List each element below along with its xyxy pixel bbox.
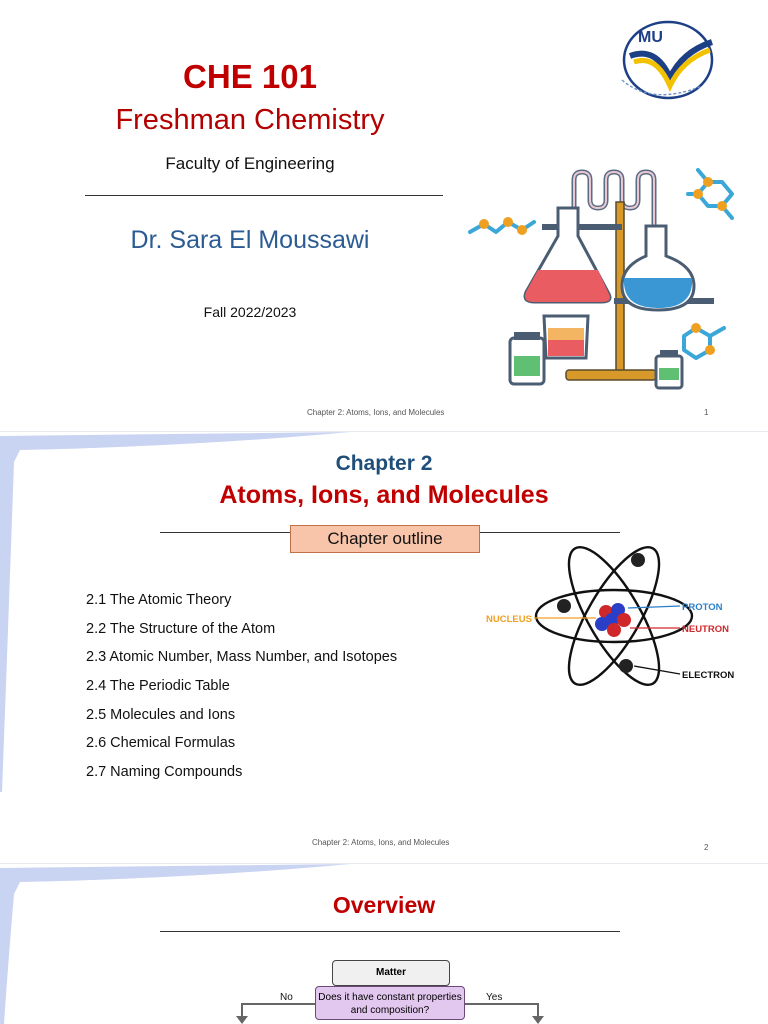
list-item: 2.7 Naming Compounds xyxy=(86,764,243,781)
slide-footer: Chapter 2: Atoms, Ions, and Molecules xyxy=(307,408,445,417)
page-number: 1 xyxy=(704,408,709,417)
chapter-title: Atoms, Ions, and Molecules xyxy=(219,481,549,509)
chemistry-lab-illustration xyxy=(462,160,744,398)
chapter-outline-label: Chapter outline xyxy=(290,525,480,553)
page-number: 2 xyxy=(704,843,709,852)
list-item: 2.4 The Periodic Table xyxy=(86,678,230,695)
flow-node-matter: Matter xyxy=(332,960,450,986)
title-divider xyxy=(160,931,620,932)
flow-branches xyxy=(230,1000,550,1024)
list-item: 2.6 Chemical Formulas xyxy=(86,735,236,752)
title-divider xyxy=(85,195,443,196)
instructor-name: Dr. Sara El Moussawi xyxy=(130,226,370,254)
outline-slide xyxy=(0,432,768,864)
svg-text:PROTON: PROTON xyxy=(682,602,723,613)
course-name: Freshman Chemistry xyxy=(115,104,385,136)
slide-title: Overview xyxy=(332,892,436,918)
university-logo-icon xyxy=(612,20,718,106)
overview-slide xyxy=(0,864,768,1024)
outline-list xyxy=(86,590,397,791)
course-code: CHE 101 xyxy=(183,58,317,95)
svg-text:ELECTRON: ELECTRON xyxy=(682,670,735,681)
svg-text:MU: MU xyxy=(638,29,663,46)
flow-yes-label: Yes xyxy=(486,992,503,1003)
faculty-name: Faculty of Engineering xyxy=(165,154,335,173)
list-item: 2.5 Molecules and Ions xyxy=(86,706,236,723)
title-slide xyxy=(0,0,768,432)
flow-node-question: Does it have constant properties and composition? xyxy=(315,986,465,1020)
svg-text:NEUTRON: NEUTRON xyxy=(682,624,729,635)
chapter-number: Chapter 2 xyxy=(335,452,433,475)
atom-diagram-icon xyxy=(478,536,740,696)
term-label: Fall 2022/2023 xyxy=(203,304,297,320)
slide-footer: Chapter 2: Atoms, Ions, and Molecules xyxy=(312,838,450,847)
list-item: 2.1 The Atomic Theory xyxy=(86,592,232,608)
list-item: 2.3 Atomic Number, Mass Number, and Isotopes xyxy=(86,649,398,666)
svg-text:NUCLEUS: NUCLEUS xyxy=(486,614,532,625)
flow-no-label: No xyxy=(280,992,293,1003)
list-item: 2.2 The Structure of the Atom xyxy=(86,620,276,637)
